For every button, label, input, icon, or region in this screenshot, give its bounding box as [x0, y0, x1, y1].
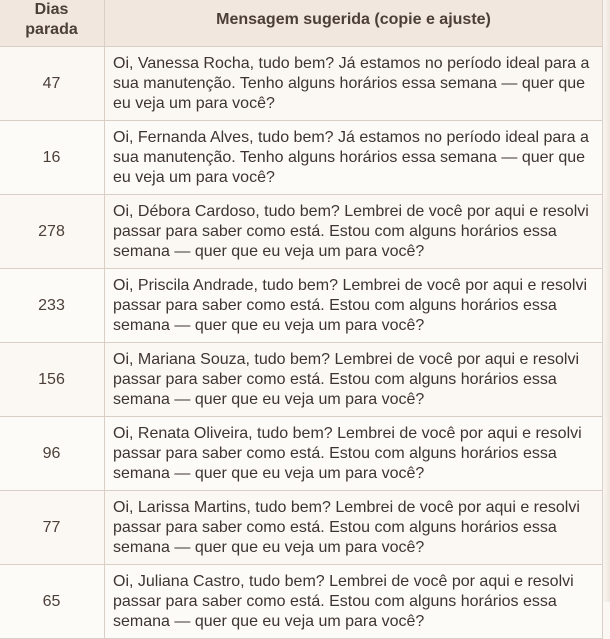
days-cell: 278: [0, 195, 105, 269]
table-row: [0, 491, 603, 565]
header-days-stopped[interactable]: [0, 0, 105, 47]
table-row: [0, 195, 603, 269]
days-cell: 16: [0, 121, 105, 195]
message-cell[interactable]: Oi, Mariana Souza, tudo bem? Lembrei de você por aqui e resolvi passar para saber como está. Estou com alguns horários essa semana — quer que eu veja um para você?: [105, 343, 603, 417]
table-row: [0, 565, 603, 639]
table-row: [0, 343, 603, 417]
message-cell[interactable]: Oi, Débora Cardoso, tudo bem? Lembrei de você por aqui e resolvi passar para saber como está. Estou com alguns horários essa semana — quer que eu veja um para você?: [105, 195, 603, 269]
scroll-edge-shadow: [602, 0, 610, 602]
message-cell[interactable]: Oi, Renata Oliveira, tudo bem? Lembrei de você por aqui e resolvi passar para saber como está. Estou com alguns horários essa semana — quer que eu veja um para você?: [105, 417, 603, 491]
table-row: [0, 269, 603, 343]
days-cell: 77: [0, 491, 105, 565]
table-header-row: [0, 0, 603, 47]
header-suggested-message[interactable]: Mensagem sugerida (copie e ajuste): [105, 0, 603, 47]
message-cell[interactable]: Oi, Priscila Andrade, tudo bem? Lembrei de você por aqui e resolvi passar para saber como está. Estou com alguns horários essa semana — quer que eu veja um para você?: [105, 269, 603, 343]
header-days-line1: Dias: [34, 0, 69, 18]
message-cell[interactable]: Oi, Vanessa Rocha, tudo bem? Já estamos no período ideal para a sua manutenção. Tenho alguns horários essa semana — quer que eu veja um para você?: [105, 47, 603, 121]
header-days-line2: parada: [25, 20, 78, 38]
message-cell[interactable]: Oi, Juliana Castro, tudo bem? Lembrei de você por aqui e resolvi passar para saber como está. Estou com alguns horários essa semana — quer que eu veja um para você?: [105, 565, 603, 639]
days-cell: 47: [0, 47, 105, 121]
table-row: [0, 417, 603, 491]
days-cell: 233: [0, 269, 105, 343]
days-cell: 96: [0, 417, 105, 491]
days-cell: 65: [0, 565, 105, 639]
table-row: [0, 121, 603, 195]
days-cell: 156: [0, 343, 105, 417]
message-cell[interactable]: Oi, Fernanda Alves, tudo bem? Já estamos no período ideal para a sua manutenção. Tenho alguns horários essa semana — quer que eu veja um para você?: [105, 121, 603, 195]
message-cell[interactable]: Oi, Larissa Martins, tudo bem? Lembrei de você por aqui e resolvi passar para saber como está. Estou com alguns horários essa semana — quer que eu veja um para você?: [105, 491, 603, 565]
table-row: [0, 47, 603, 121]
